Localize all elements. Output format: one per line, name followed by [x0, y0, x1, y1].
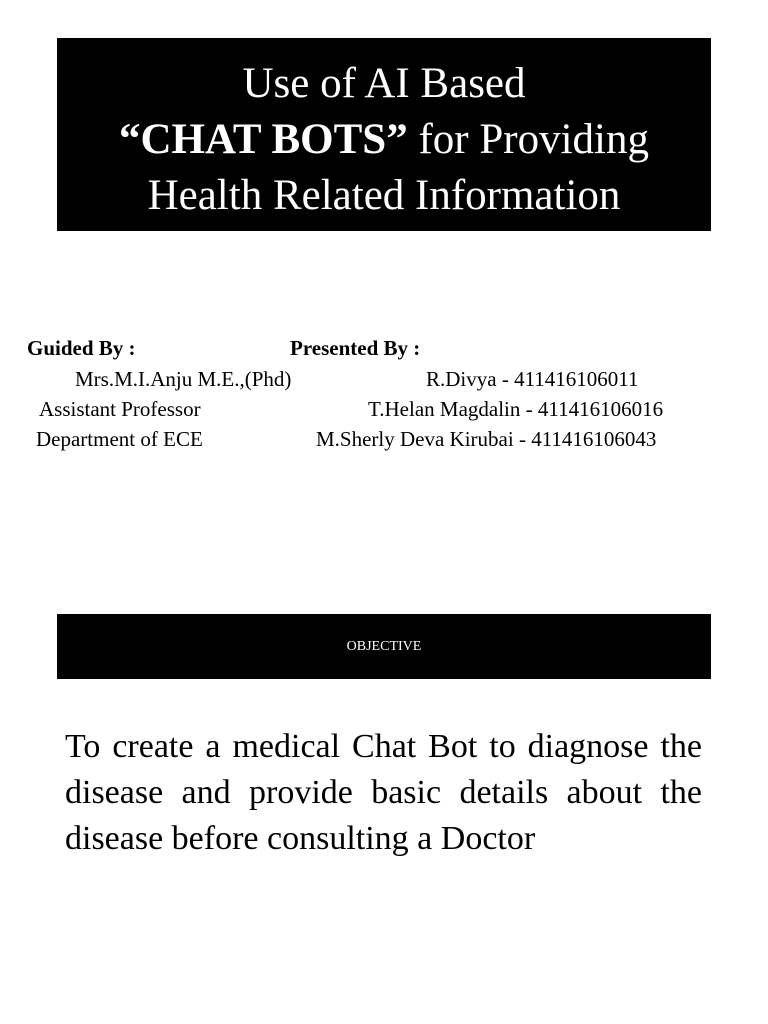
title-chat-bots: “CHAT BOTS”: [118, 116, 408, 163]
guided-by-heading: Guided By :: [27, 336, 136, 360]
title-line-3: Health Related Information: [147, 172, 621, 219]
title-line-2: [57, 112, 711, 168]
credits-section: [0, 333, 768, 463]
objective-heading: OBJECTIVE: [346, 639, 422, 654]
presenter-3: M.Sherly Deva Kirubai - 411416106043: [316, 427, 657, 451]
objective-heading-bar: [57, 614, 711, 679]
guide-department: Department of ECE: [36, 427, 203, 451]
guide-designation: Assistant Professor: [39, 397, 201, 421]
title-line-1: Use of AI Based: [242, 60, 526, 107]
objective-text: To create a medical Chat Bot to diagnose the disease and provide basic details about the disease before consulting a Doctor: [65, 728, 702, 857]
presented-by-heading: Presented By :: [290, 336, 421, 360]
title-banner: [57, 38, 711, 231]
presenter-2: T.Helan Magdalin - 411416106016: [368, 397, 664, 421]
guide-name: Mrs.M.I.Anju M.E.,(Phd): [75, 367, 292, 391]
presenter-1: R.Divya - 411416106011: [426, 367, 639, 391]
title-line-2-rest: for Providing: [407, 116, 650, 163]
